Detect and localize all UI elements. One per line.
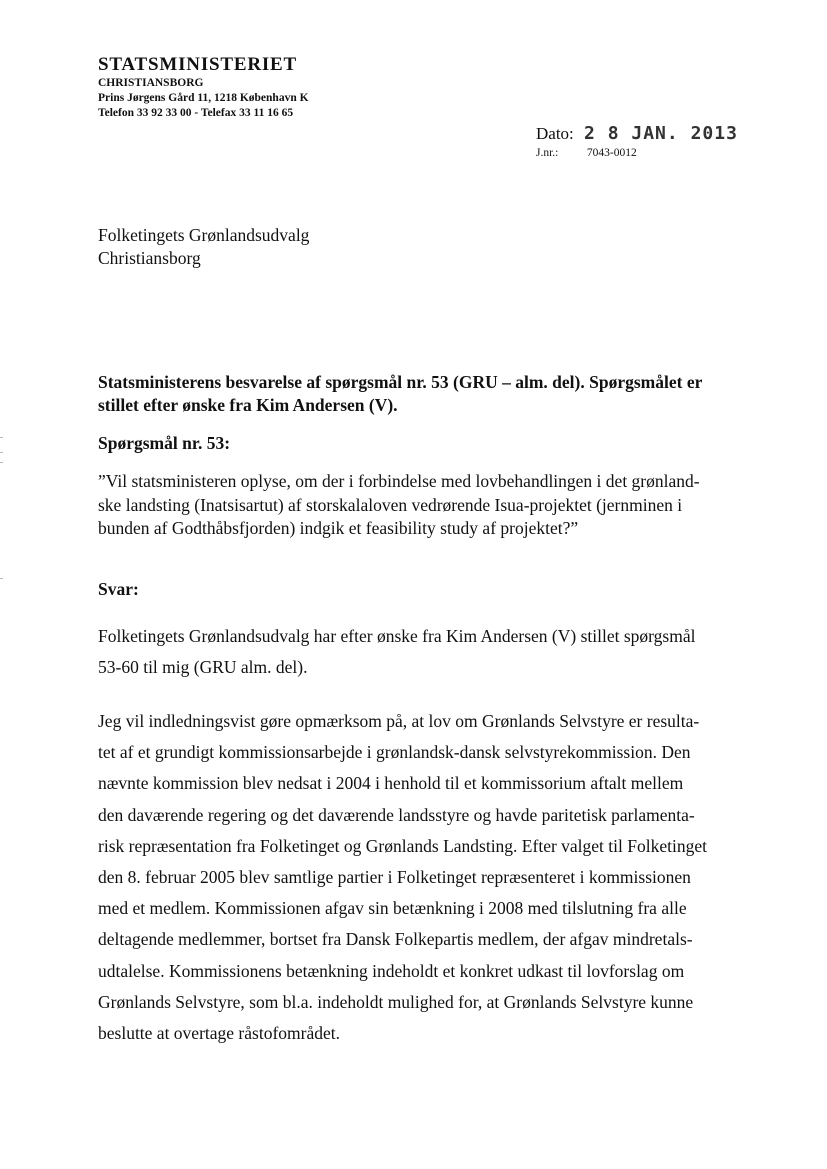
paragraph-line: udtalelse. Kommissionens betænkning indeholdt et konkret udkast til lovforslag om xyxy=(98,960,685,981)
paragraph-line: den 8. februar 2005 blev samtlige partier i Folketinget repræsenteret i kommissionen xyxy=(98,867,691,888)
paragraph-line: 53-60 til mig (GRU alm. del). xyxy=(98,657,308,677)
ministry-address: Prins Jørgens Gård 11, 1218 København K xyxy=(98,92,309,104)
journal-number-row xyxy=(536,146,738,161)
recipient-location: Christiansborg xyxy=(98,248,201,268)
question-text xyxy=(98,470,748,541)
journal-number-value: 7043-0012 xyxy=(586,147,637,159)
paragraph-line: beslutte at overtage råstofområdet. xyxy=(98,1023,340,1044)
subject-line: Statsministerens besvarelse af spørgsmål nr. 53 (GRU – alm. del). Spørgsmålet er xyxy=(98,372,703,392)
paragraph-line: med et medlem. Kommissionen afgav sin betænkning i 2008 med tilslutning fra alle xyxy=(98,898,687,919)
question-heading: Spørgsmål nr. 53: xyxy=(98,433,231,453)
answer-heading: Svar: xyxy=(98,579,139,599)
question-line: bunden af Godthåbsfjorden) indgik et feasibility study af projektet?” xyxy=(98,518,579,538)
recipient-block xyxy=(98,224,309,270)
ministry-phone: Telefon 33 92 33 00 - Telefax 33 11 16 65 xyxy=(98,107,294,119)
paragraph-line: deltagende medlemmer, bortset fra Dansk Folkepartis medlem, der afgav mindretals- xyxy=(98,929,693,950)
date-stamp: 2 8 JAN. 2013 xyxy=(584,123,738,144)
question-line: ”Vil statsministeren oplyse, om der i forbindelse med lovbehandlingen i det grønland- xyxy=(98,471,700,491)
paragraph-line: nævnte kommission blev nedsat i 2004 i henhold til et kommissorium aftalt mellem xyxy=(98,773,684,794)
paragraph-line: Grønlands Selvstyre, som bl.a. indeholdt mulighed for, at Grønlands Selvstyre kunne xyxy=(98,991,694,1012)
ministry-location: CHRISTIANSBORG xyxy=(98,77,204,89)
paragraph-line: tet af et grundigt kommissionsarbejde i grønlandsk-dansk selvstyrekommission. Den xyxy=(98,742,691,763)
paragraph-line: Folketingets Grønlandsudvalg har efter ønske fra Kim Andersen (V) stillet spørgsmål xyxy=(98,626,696,646)
question-line: ske landsting (Inatsisartut) af storskalaloven vedrørende Isua-projektet (jernminen i xyxy=(98,494,683,515)
journal-number-label: J.nr.: xyxy=(536,147,559,159)
answer-paragraph-1 xyxy=(98,621,748,683)
letter-meta xyxy=(536,122,738,161)
date-row xyxy=(536,122,738,146)
margin-mark xyxy=(0,462,3,463)
paragraph-line: risk repræsentation fra Folketinget og Grønlands Landsting. Efter valget til Folketinget xyxy=(98,835,707,856)
paragraph-line: den daværende regering og det daværende landsstyre og havde paritetisk parlamenta- xyxy=(98,804,695,825)
margin-mark xyxy=(0,578,3,579)
subject-heading xyxy=(98,371,748,417)
margin-mark xyxy=(0,452,3,453)
subject-line: stillet efter ønske fra Kim Andersen (V). xyxy=(98,395,398,415)
recipient-name: Folketingets Grønlandsudvalg xyxy=(98,225,310,245)
ministry-name: STATSMINISTERIET xyxy=(98,54,297,75)
paragraph-line: Jeg vil indledningsvist gøre opmærksom på, at lov om Grønlands Selvstyre er resulta- xyxy=(98,711,700,731)
date-label: Dato: xyxy=(536,124,574,143)
answer-paragraph-2 xyxy=(98,706,748,1049)
margin-mark xyxy=(0,437,3,438)
letterhead xyxy=(98,54,309,121)
